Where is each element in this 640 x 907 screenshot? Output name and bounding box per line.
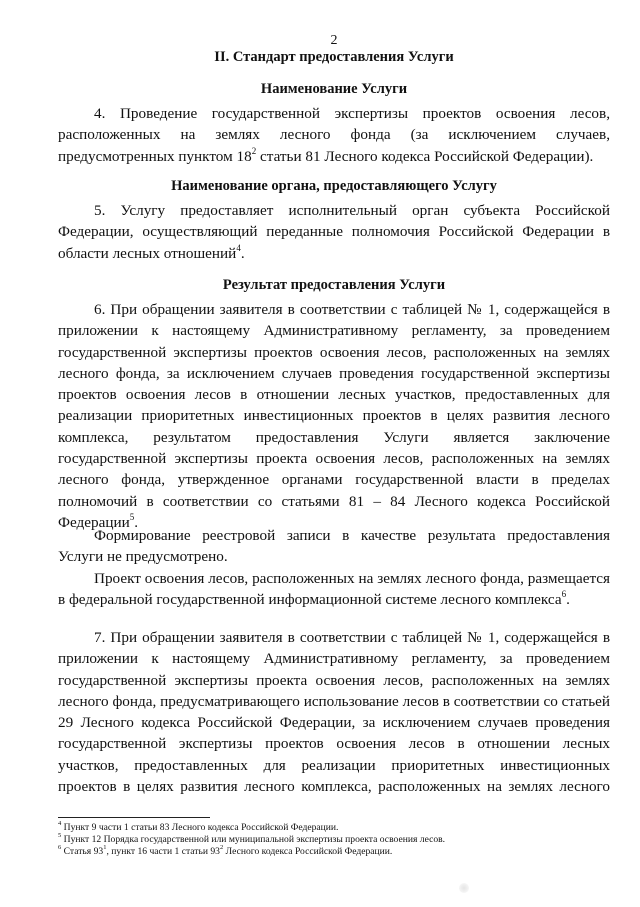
paragraph-7: 7. При обращении заявителя в соответствии с таблицей № 1, содержащейся в приложении к настоящему Административному регламенту, за проведением государственной экспертизы проекта освоения лесов, расположенных на землях лесного фонда, предусматривающего использование лесов в соответствии со статьей 29 Лесного кодекса Российской Федерации, за исключением случаев проведения государственной экспертизы проектов освоения лесов в отношении лесных участков, предоставленных для реализации приоритетных инвестиционных проектов в целях развития лесного комплекса, расположенных на землях лесного (58, 629, 610, 796)
result-heading: Результат предоставления Услуги (222, 277, 446, 293)
paragraph-5: 5. Услугу предоставляет исполнительный орган субъекта Российской Федерации, осуществляющий переданные полномочия Российской Федерации в области лесных отношений$^4$. (58, 202, 610, 262)
paragraph-project: Проект освоения лесов, расположенных на землях лесного фонда, размещается в федеральной государственной информационной системе лесного комплекса$^6$. (58, 570, 610, 609)
footnote-ref-4: 4 (236, 242, 241, 253)
paragraph-4: 4. Проведение государственной экспертизы проектов освоения лесов, расположенных на землях лесного фонда (за исключением случаев, предусмотренных пунктом $18^2$ статьи 81 Лесного кодекса Российской Федерации). (58, 105, 610, 165)
section-title: II. Стандарт предоставления Услуги (214, 49, 454, 65)
footnote-4: $^4$ Пункт 9 части 1 статьи 83 Лесного кодекса Российской Федерации. (58, 819, 339, 833)
document-page (58, 0, 610, 907)
footnote-divider (58, 817, 210, 818)
footnote-ref-5: 5 (129, 511, 135, 522)
page-number: 2 (330, 33, 338, 48)
footnote-ref-6: 6 (561, 589, 567, 600)
paragraph-6: 6. При обращении заявителя в соответствии с таблицей № 1, содержащейся в приложении к настоящему Административному регламенту, за проведением государственной экспертизы проектов освоения лесов, расположенных на землях лесного фонда, за исключением случаев проведения государственной экспертизы проектов освоения лесов в отношении лесных участков, предоставленных для реализации приоритетных инвестиционных проектов в целях развития лесного комплекса, результатом предоставления Услуги является заключение государственной экспертизы проекта освоения лесов, расположенных на землях лесного фонда, утвержденное органами государственной власти в пределах полномочий в соответствии со статьями 81 – 84 Лесного кодекса Российской Федерации$^5$. (58, 301, 610, 531)
scan-speck (459, 883, 469, 893)
footnote-5: $^5$ Пункт 12 Порядка государственной или муниципальной экспертизы проекта освоения лесов. (58, 831, 446, 845)
authority-heading: Наименование органа, предоставляющего Услугу (171, 178, 497, 194)
footnote-6: $^6$ Статья $93^1$, пункт 16 части 1 статьи $93^2$ Лесного кодекса Российской Федерации. (58, 843, 393, 857)
service-name-heading: Наименование Услуги (260, 81, 408, 97)
superscript-18-2: 2 (251, 145, 257, 156)
paragraph-registry: Формирование реестровой записи в качестве результата предоставления Услуги не предусмотрено. (58, 527, 610, 566)
